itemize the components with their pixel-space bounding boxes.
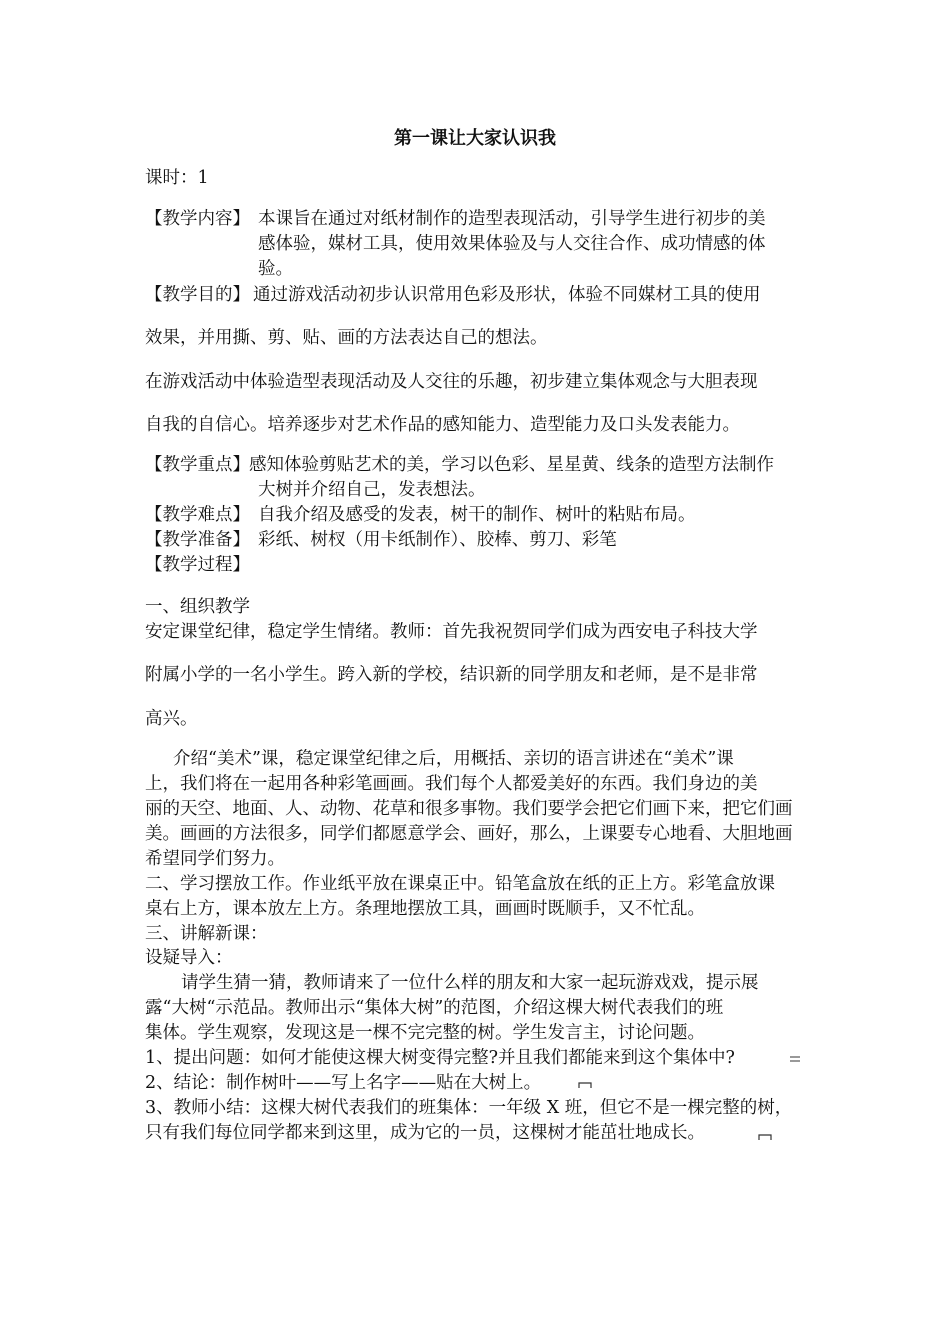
focus-label: 【教学重点】 xyxy=(145,455,250,475)
section3-heading: 三、讲解新课： xyxy=(145,924,268,944)
content-label: 【教学内容】 xyxy=(145,209,250,229)
line-break-mark-icon xyxy=(578,1079,592,1089)
section3-para-line-3: 集体。学生观察，发现这是一棵不完完整的树。学生发言主，讨论问题。 xyxy=(145,1023,705,1043)
item-2: 2、结论：制作树叶——写上名字——贴在大树上。 xyxy=(145,1073,542,1093)
intro-line-1: 介绍“美术”课，稳定课堂纪律之后，用概括、亲切的语言讲述在“美术”课 xyxy=(173,749,734,769)
item-3-line-1: 3、教师小结：这棵大树代表我们的班集体：一年级 X 班，但它不是一棵完整的树， xyxy=(145,1098,793,1118)
section2-line-1: 二、学习摆放工作。作业纸平放在课桌正中。铅笔盒放在纸的正上方。彩笔盒放课 xyxy=(145,874,775,894)
section1-line-2: 附属小学的一名小学生。跨入新的学校，结识新的同学朋友和老师，是不是非常 xyxy=(145,665,758,685)
prep-label: 【教学准备】 xyxy=(145,530,250,550)
line-break-mark-icon xyxy=(758,1131,772,1141)
item-1: 1、提出问题：如何才能使这棵大树变得完整?并且我们都能来到这个集体中? xyxy=(145,1048,735,1068)
intro-line-2: 上，我们将在一起用各种彩笔画画。我们每个人都爱美好的东西。我们身边的美 xyxy=(145,774,758,794)
process-label: 【教学过程】 xyxy=(145,555,250,575)
content-line-1: 本课旨在通过对纸材制作的造型表现活动，引导学生进行初步的美 xyxy=(258,209,766,229)
purpose-line-1: 通过游戏活动初步认识常用色彩及形状，体验不同媒材工具的使用 xyxy=(253,285,761,305)
section3-subheading: 设疑导入： xyxy=(145,948,233,968)
intro-line-4: 美。画画的方法很多，同学们都愿意学会、画好，那么，上课要专心地看、大胆地画 xyxy=(145,824,793,844)
purpose-para-line-1: 在游戏活动中体验造型表现活动及人交往的乐趣，初步建立集体观念与大胆表现 xyxy=(145,372,758,392)
class-hours: 课时：1 xyxy=(145,168,209,188)
difficulty-text: 自我介绍及感受的发表，树干的制作、树叶的粘贴布局。 xyxy=(258,505,696,525)
focus-line-2: 大树并介绍自己，发表想法。 xyxy=(258,480,486,500)
prep-text: 彩纸、树杈（用卡纸制作）、胶棒、剪刀、彩笔 xyxy=(258,530,617,550)
item-3-line-2: 只有我们每位同学都来到这里，成为它的一员，这棵树才能茁壮地成长。 xyxy=(145,1123,705,1143)
content-line-3: 验。 xyxy=(258,259,293,279)
lesson-title: 第一课让大家认识我 xyxy=(394,128,556,149)
intro-line-3: 丽的天空、地面、人、动物、花草和很多事物。我们要学会把它们画下来，把它们画 xyxy=(145,799,793,819)
section3-para-line-1: 请学生猜一猜，教师请来了一位什么样的朋友和大家一起玩游戏戏，提示展 xyxy=(181,973,759,993)
purpose-para-line-2: 自我的自信心。培养逐步对艺术作品的感知能力、造型能力及口头发表能力。 xyxy=(145,415,740,435)
content-line-2: 感体验，媒材工具，使用效果体验及与人交往合作、成功情感的体 xyxy=(258,234,766,254)
section3-para-line-2: 露“大树“示范品。教师出示“集体大树”的范图，介绍这棵大树代表我们的班 xyxy=(145,998,724,1018)
paragraph-mark-icon xyxy=(788,1054,802,1064)
purpose-line-2: 效果，并用撕、剪、贴、画的方法表达自己的想法。 xyxy=(145,328,548,348)
section1-line-1: 安定课堂纪律，稳定学生情绪。教师：首先我祝贺同学们成为西安电子科技大学 xyxy=(145,622,758,642)
intro-line-5: 希望同学们努力。 xyxy=(145,849,285,869)
section2-line-2: 桌右上方，课本放左上方。条理地摆放工具，画画时既顺手，又不忙乱。 xyxy=(145,899,705,919)
difficulty-label: 【教学难点】 xyxy=(145,505,250,525)
section1-line-3: 高兴。 xyxy=(145,709,198,729)
purpose-label: 【教学目的】 xyxy=(145,285,250,305)
section1-heading: 一、组织教学 xyxy=(145,597,250,617)
focus-line-1: 感知体验剪贴艺术的美，学习以色彩、星星黄、线条的造型方法制作 xyxy=(249,455,774,475)
